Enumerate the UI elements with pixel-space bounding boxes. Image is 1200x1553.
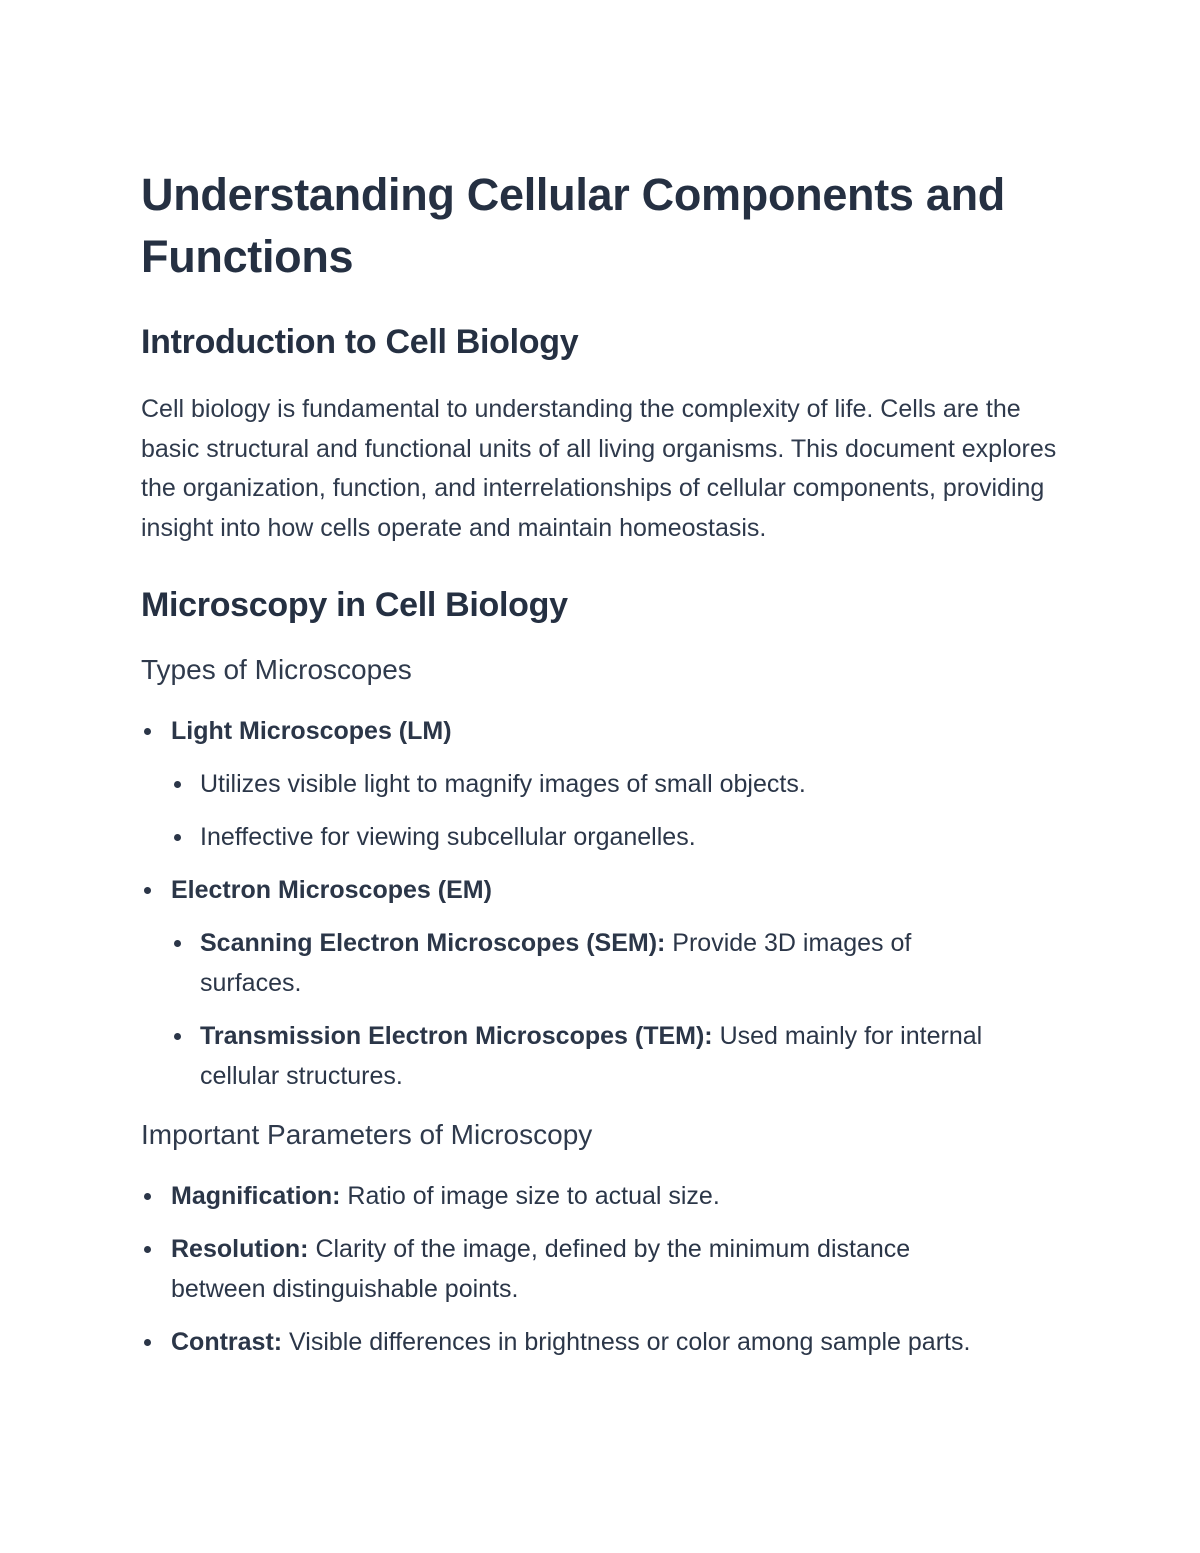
intro-heading: Introduction to Cell Biology <box>141 323 579 361</box>
microscopy-heading: Microscopy in Cell Biology <box>141 586 568 624</box>
microscope-types-list <box>141 711 1060 1096</box>
intro-paragraph: Cell biology is fundamental to understanding the complexity of life. Cells are the basic structural and functional units of all living organisms. This document explores the organization, function, and interrelationships of cellular components, providing insight into how cells operate and maintain homeostasis. <box>141 395 1057 542</box>
list-item-tem <box>171 1016 1060 1096</box>
list-item-resolution <box>141 1229 1001 1309</box>
tem-description: Used mainly for internal cellular structures. <box>200 1022 983 1090</box>
electron-microscopes-label: Electron Microscopes (EM) <box>171 876 492 904</box>
sem-term: Scanning Electron Microscopes (SEM): <box>200 929 666 957</box>
magnification-term: Magnification: <box>171 1182 341 1210</box>
tem-term: Transmission Electron Microscopes (TEM): <box>200 1022 713 1050</box>
contrast-description: Visible differences in brightness or color among sample parts. <box>282 1328 971 1356</box>
list-item-electron-microscopes <box>141 870 1060 1096</box>
light-microscopes-label: Light Microscopes (LM) <box>171 717 452 745</box>
list-item-sem <box>171 923 990 1003</box>
light-microscopes-sublist <box>171 764 1060 857</box>
parameters-list <box>141 1176 1060 1362</box>
resolution-term: Resolution: <box>171 1235 309 1263</box>
list-item-contrast <box>141 1322 1060 1362</box>
list-item: Utilizes visible light to magnify images of small objects. <box>171 764 1060 804</box>
contrast-term: Contrast: <box>171 1328 283 1356</box>
list-item: Ineffective for viewing subcellular organelles. <box>171 817 1060 857</box>
list-item-magnification <box>141 1176 1060 1216</box>
resolution-description: Clarity of the image, defined by the minimum distance between distinguishable points. <box>171 1235 911 1303</box>
electron-microscopes-sublist <box>171 923 1060 1096</box>
magnification-description: Ratio of image size to actual size. <box>340 1182 720 1210</box>
list-item-light-microscopes <box>141 711 1060 857</box>
document-title: Understanding Cellular Components and Functions <box>141 169 1005 282</box>
types-of-microscopes-heading: Types of Microscopes <box>141 654 412 685</box>
parameters-heading: Important Parameters of Microscopy <box>141 1119 593 1150</box>
sem-description: Provide 3D images of surfaces. <box>200 929 912 997</box>
